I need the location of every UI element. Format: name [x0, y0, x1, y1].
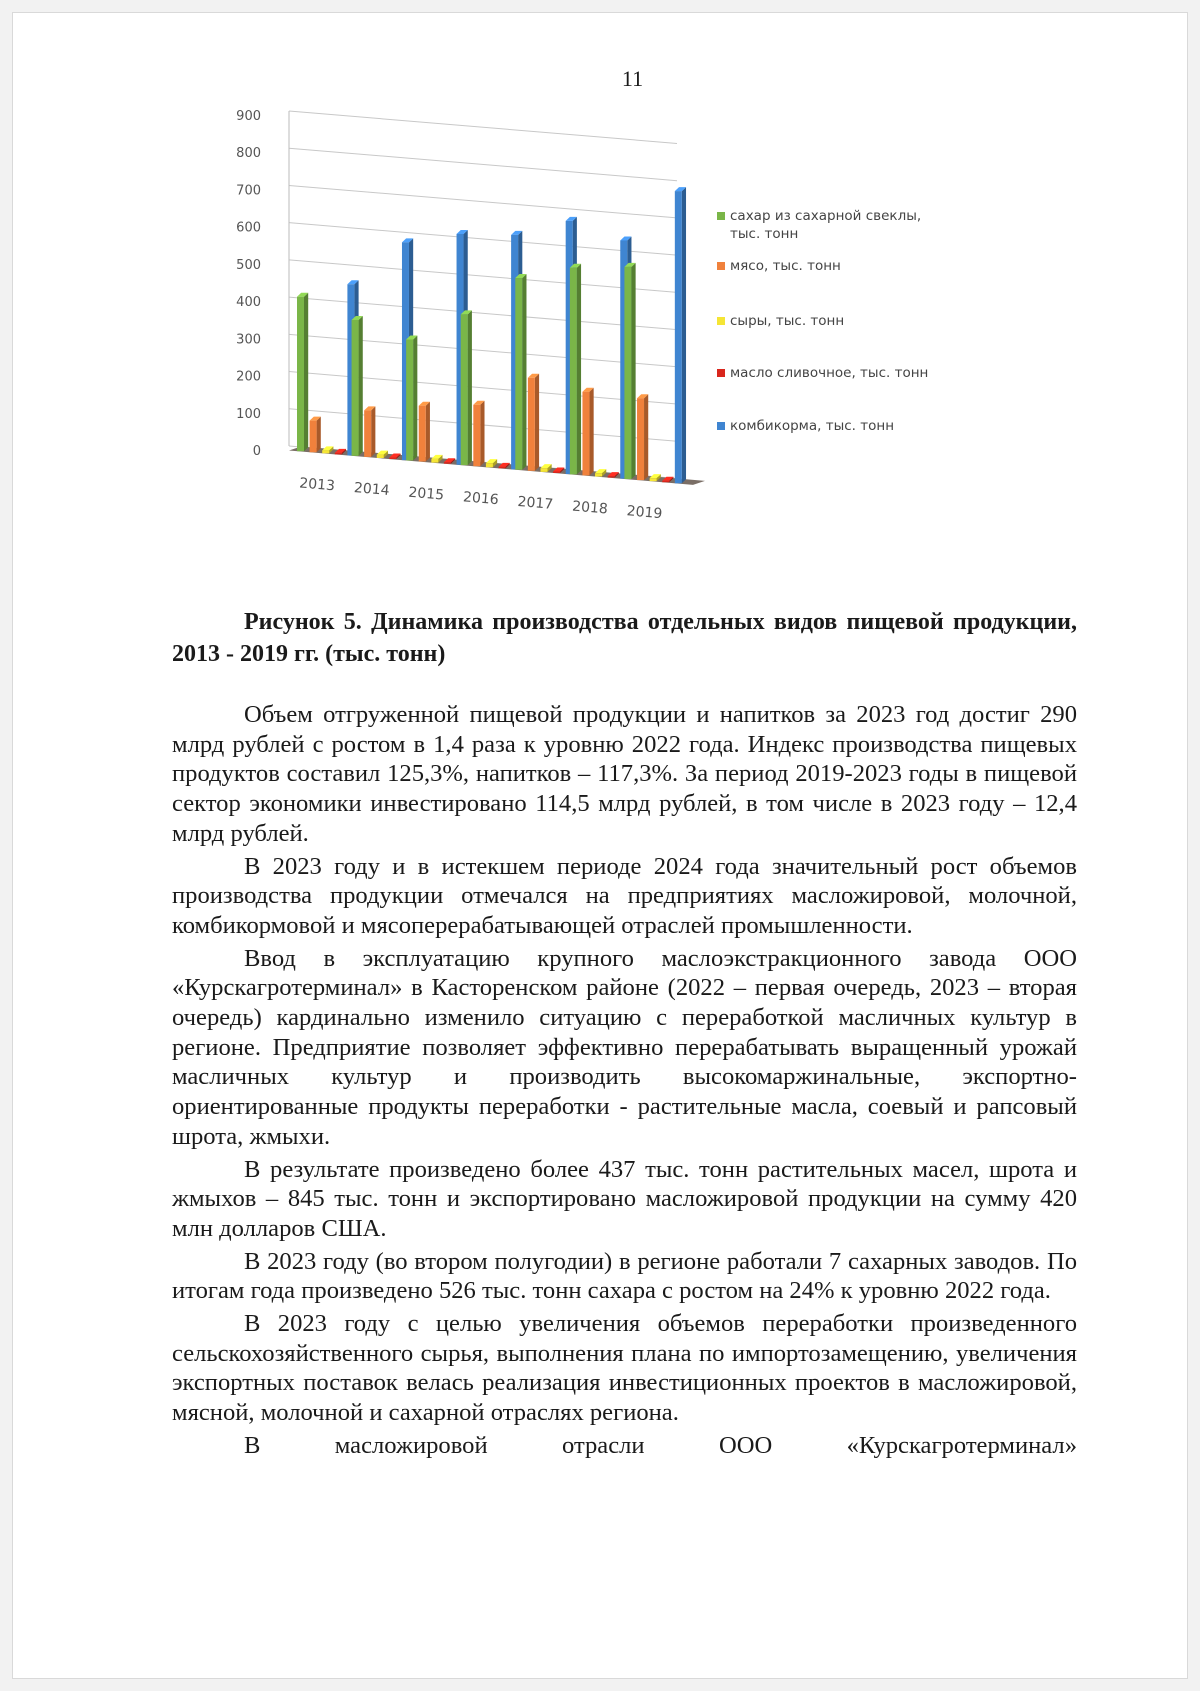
legend-swatch — [717, 369, 725, 377]
bar-side — [644, 394, 648, 480]
bar-side — [304, 293, 308, 451]
bar — [650, 478, 657, 481]
bar — [322, 450, 329, 453]
bar-side — [535, 374, 539, 471]
y-tick-label: 300 — [236, 332, 261, 348]
bar-side — [426, 402, 430, 462]
bar — [406, 339, 413, 460]
y-tick-label: 0 — [252, 444, 261, 459]
x-tick-label: 2018 — [571, 498, 609, 518]
bar-side — [480, 401, 484, 466]
gridline — [289, 148, 677, 180]
bar — [297, 297, 304, 451]
gridline — [289, 372, 677, 404]
y-tick-label: 100 — [236, 406, 261, 422]
y-tick-label: 500 — [236, 257, 261, 273]
legend-swatch — [717, 262, 725, 270]
bar-side — [682, 187, 686, 483]
bar — [624, 267, 631, 479]
bar — [553, 471, 560, 473]
paragraph-7: В масложировой отрасли ООО «Курскагротерминал» — [244, 1431, 1077, 1459]
paragraph-4: В результате произведено более 437 тыс. тонн растительных масел, шрота и жмыхов – 845 тыс. тонн и экспортировано масложировой продукции на сумму 420 млн долларов США. — [172, 1155, 1077, 1242]
gridline — [289, 223, 677, 255]
bar — [570, 268, 577, 475]
figure-caption-text: Рисунок 5. Динамика производства отдельных видов пищевой продукции, 2013 - 2019 гг. (тыс. тонн) — [172, 609, 1077, 667]
production-chart — [225, 109, 1025, 585]
paragraph-6: В 2023 году с целью увеличения объемов переработки произведенного сельскохозяйственного сырья, выполнения плана по импортозамещению, увеличения экспортных поставок велась реализация инвестиционных проектов в масложировой, мясной, молочной и сахарной отраслях региона. — [172, 1310, 1077, 1427]
bar — [595, 473, 602, 476]
bar — [389, 458, 396, 460]
x-tick-label: 2017 — [516, 493, 554, 513]
paragraph-3: Ввод в эксплуатацию крупного маслоэкстракционного завода ООО «Курскагротерминал» в Касторенском районе (2022 – первая очередь, 2023 – вторая очередь) кардинально изменило ситуацию с переработкой масличных культур в регионе. Предприятие позволяет эффективно перерабатывать выращенный урожай масличных культур и производить высокомаржинальные, экспортно-ориентированные продукты переработки - растительные масла, соевый и рапсовый шрота, жмыхи. — [172, 944, 1077, 1150]
bar — [352, 320, 359, 456]
bar — [637, 398, 644, 480]
bar — [444, 462, 451, 464]
bar — [528, 378, 535, 471]
bar — [461, 314, 468, 465]
paragraph-2: В 2023 году и в истекшем периоде 2024 года значительный рост объемов производства продукции отмечался на предприятиях масложировой, молочной, комбикормовой и мясоперерабатывающей отраслей промышленности. — [172, 852, 1077, 939]
legend-swatch — [717, 212, 725, 220]
bar-side — [468, 310, 472, 465]
legend-label: масло сливочное, тыс. тонн — [730, 365, 929, 381]
legend-label: тыс. тонн — [730, 226, 799, 242]
bar — [335, 453, 342, 455]
paragraph-5: В 2023 году (во втором полугодии) в регионе работали 7 сахарных заводов. По итогам года произведено 526 тыс. тонн сахара с ростом на 24% к уровню 2022 года. — [172, 1247, 1077, 1305]
bar-side — [522, 274, 526, 470]
paragraph-1: Объем отгруженной пищевой продукции и напитков за 2023 год достиг 290 млрд рублей с ростом в 1,4 раза к уровню 2022 года. Индекс производства пищевых продуктов составил 125,3%, напитков – 117,3%. За период 2019-2023 годы в пищевой сектор экономики инвестировано 114,5 млрд рублей, в том числе в 2023 году – 12,4 млрд рублей. — [172, 701, 1077, 847]
body-text — [172, 700, 1077, 1464]
gridline — [289, 260, 677, 292]
x-tick-label: 2014 — [353, 480, 391, 500]
gridline — [289, 185, 677, 217]
bar-side — [371, 406, 375, 457]
bar — [515, 278, 522, 470]
y-tick-label: 400 — [236, 295, 261, 311]
page-number: 11 — [621, 66, 644, 91]
y-tick-label: 900 — [236, 109, 261, 124]
y-tick-label: 800 — [236, 146, 261, 162]
x-tick-label: 2019 — [626, 503, 663, 523]
bar-side — [413, 335, 417, 460]
bar — [582, 392, 589, 476]
y-tick-label: 700 — [236, 183, 261, 199]
bar — [486, 463, 493, 467]
bar-side — [359, 316, 363, 456]
bar — [675, 191, 682, 483]
x-tick-label: 2013 — [298, 475, 336, 495]
bar — [662, 481, 669, 483]
y-tick-label: 200 — [236, 369, 261, 385]
bar — [499, 467, 506, 469]
bar — [377, 455, 384, 458]
x-tick-label: 2015 — [407, 484, 445, 504]
bar — [540, 468, 547, 472]
legend-label: сыры, тыс. тонн — [730, 313, 845, 329]
legend-label: комбикорма, тыс. тонн — [730, 418, 895, 434]
bar — [419, 406, 426, 462]
bar — [310, 421, 317, 453]
y-tick-label: 600 — [236, 220, 261, 236]
gridline — [289, 297, 677, 329]
bar — [431, 459, 438, 463]
bar — [473, 405, 480, 466]
gridline — [289, 334, 677, 366]
bar-side — [589, 388, 593, 476]
x-tick-label: 2016 — [462, 489, 500, 509]
gridline — [289, 111, 677, 143]
chart-svg — [225, 109, 1025, 585]
legend-swatch — [717, 422, 725, 430]
bar-side — [631, 263, 635, 479]
bar — [364, 410, 371, 457]
legend-label: мясо, тыс. тонн — [730, 258, 841, 274]
bar-side — [577, 264, 581, 475]
figure-caption — [172, 606, 1077, 670]
legend-swatch — [717, 317, 725, 325]
bar — [608, 476, 615, 478]
bar-side — [317, 417, 321, 453]
legend-label: сахар из сахарной свеклы, — [730, 208, 922, 224]
